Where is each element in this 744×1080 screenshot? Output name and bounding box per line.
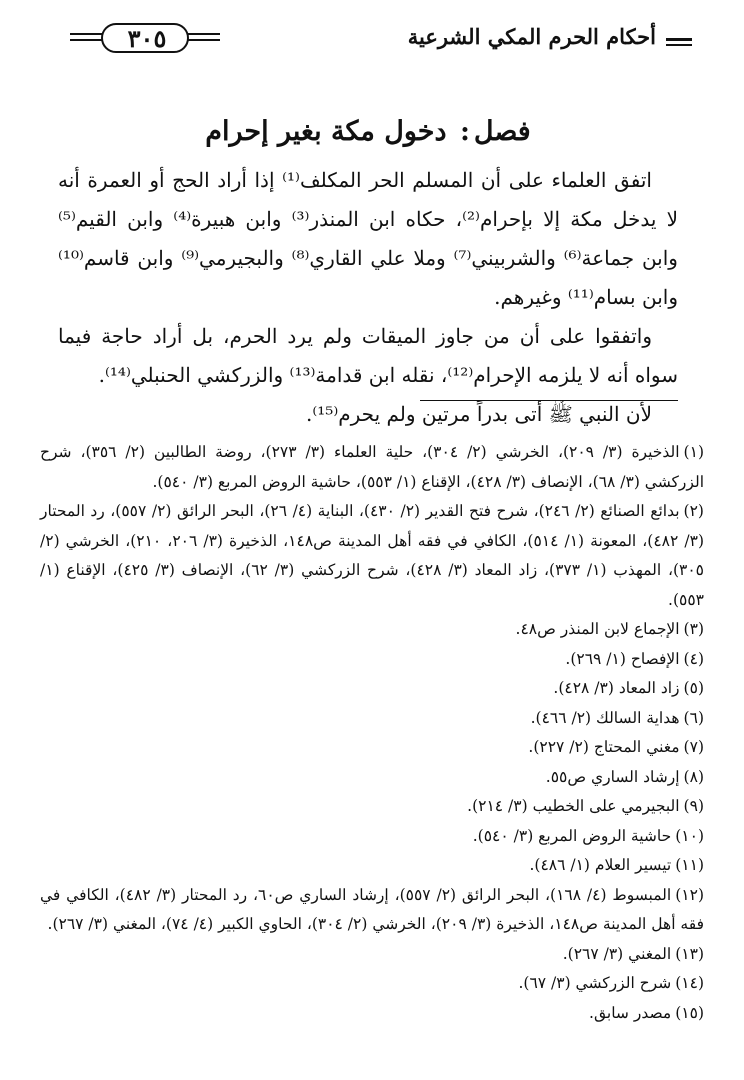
footnotes (40, 438, 704, 1028)
footnote-item (40, 851, 704, 881)
footnote-item (40, 733, 704, 763)
footnote-number: (٥) (683, 679, 704, 697)
footnote-item (40, 645, 704, 675)
footnote-item (40, 615, 704, 645)
title-ornament-line (666, 38, 692, 41)
section-title-text: دخول مكة بغير إحرام (205, 116, 447, 147)
footnote-item (40, 792, 704, 822)
footnote-text: مغني المحتاج (٢/ ٢٢٧). (528, 738, 680, 756)
footnote-text: المغني (٣/ ٢٦٧). (562, 944, 672, 963)
footnote-number: (١٢) (675, 885, 704, 904)
section-title-separator: : (459, 116, 470, 147)
footnote-number: (١٠) (675, 826, 704, 845)
footnote-number: (٦) (683, 708, 704, 727)
footnote-number: (١١) (675, 856, 704, 874)
footnote-item (40, 999, 704, 1029)
footnote-text: شرح الزركشي (٣/ ٦٧). (518, 974, 672, 992)
paragraph-2: واتفقوا على أن من جاوز الميقات ولم يرد الحرم، بل أراد حاجة فيما سواه أنه لا يلزمه الإحرام⁽¹²⁾، نقله ابن قدامة⁽¹³⁾ والزركشي الحنبلي⁽¹⁴⁾. (58, 324, 678, 387)
footnote-text: الذخيرة (٣/ ٢٠٩)، الخرشي (٢/ ٣٠٤)، حلية العلماء (٣/ ٢٧٣)، روضة الطالبين (٢/ ٣٥٦)، شرح الزركشي (٣/ ٦٨)، الإنصاف (٣/ ٤٢٨)، الإقناع (١/ ٥٥٣)، حاشية الروض المربع (٣/ ٥٤٠). (40, 443, 704, 491)
footnote-text: إرشاد الساري ص٥٥. (545, 767, 680, 786)
footnote-text: المبسوط (٤/ ١٦٨)، البحر الرائق (٢/ ٥٥٧)، إرشاد الساري ص٦٠، رد المحتار (٣/ ٤٨٢)، الكافي في فقه أهل المدينة ص١٤٨، الذخيرة (٣/ ٢٠٩)، الخرشي (٢/ ٣٠٤)، الحاوي الكبير (٤/ ٧٤)، المغني (٣/ ٢٦٧). (40, 885, 704, 933)
paragraph-3: لأن النبي ﷺ أتى بدراً مرتين ولم يحرم⁽¹⁵⁾. (306, 402, 652, 426)
footnote-text: زاد المعاد (٣/ ٤٢٨). (553, 679, 680, 697)
footnote-text: حاشية الروض المربع (٣/ ٥٤٠). (472, 826, 672, 845)
section-title (58, 116, 678, 147)
page-number-frame (70, 22, 220, 54)
footnote-separator (420, 400, 678, 401)
section-title-prefix: فصل (473, 116, 531, 147)
footnote-item (40, 969, 704, 999)
footnote-number: (١) (683, 443, 704, 461)
running-title: أحكام الحرم المكي الشرعية (407, 24, 656, 49)
footnote-text: تيسير العلام (١/ ٤٨٦). (529, 856, 672, 874)
footnote-item (40, 438, 704, 497)
page-number: ٣٠٥ (127, 24, 167, 53)
footnote-item (40, 497, 704, 615)
page-header (70, 18, 692, 58)
paragraph-1: اتفق العلماء على أن المسلم الحر المكلف⁽¹⁾ إذا أراد الحج أو العمرة أنه لا يدخل مكة إلا بإحرام⁽²⁾، حكاه ابن المنذر⁽³⁾ وابن هبيرة⁽⁴⁾ وابن القيم⁽⁵⁾ وابن جماعة⁽⁶⁾ والشربيني⁽⁷⁾ وملا علي القاري⁽⁸⁾ والبجيرمي⁽⁹⁾ وابن قاسم⁽¹⁰⁾ وابن بسام⁽¹¹⁾ وغيرهم. (58, 168, 678, 309)
footnote-number: (٨) (683, 767, 704, 786)
footnote-number: (١٣) (675, 944, 704, 963)
footnote-text: هداية السالك (٢/ ٤٦٦). (530, 708, 680, 727)
footnote-number: (٤) (683, 649, 704, 668)
footnote-number: (٢) (683, 502, 704, 520)
footnote-text: البجيرمي على الخطيب (٣/ ٢١٤). (467, 797, 680, 815)
footnote-number: (١٤) (675, 974, 704, 992)
footnote-number: (٧) (683, 738, 704, 756)
footnote-item (40, 881, 704, 940)
title-ornament-line-2 (666, 44, 692, 46)
footnote-number: (٣) (683, 620, 704, 638)
footnote-number: (٩) (683, 797, 704, 815)
footnote-text: الإجماع لابن المنذر ص٤٨. (515, 620, 680, 638)
footnote-item (40, 940, 704, 970)
footnote-number: (١٥) (675, 1003, 704, 1022)
footnote-item (40, 704, 704, 734)
footnote-item (40, 822, 704, 852)
footnote-text: مصدر سابق. (589, 1003, 672, 1022)
footnote-text: الإفصاح (١/ ٢٦٩). (565, 649, 680, 668)
main-text (58, 108, 678, 434)
footnote-item (40, 763, 704, 793)
footnote-item (40, 674, 704, 704)
footnote-text: بدائع الصنائع (٢/ ٢٤٦)، شرح فتح القدير (٢/ ٤٣٠)، البناية (٤/ ٢٦)، البحر الرائق (٢/ ٥٥٧)، رد المحتار (٣/ ٤٨٢)، المعونة (١/ ٥١٤)، الكافي في فقه أهل المدينة ص١٤٨، الذخيرة (٣/ ٢٠٦، ٢١٠)، الخرشي (٢/ ٣٠٥)، المهذب (١/ ٣٧٣)، زاد المعاد (٣/ ٤٢٨)، شرح الزركشي (٣/ ٦٢)، الإنصاف (٣/ ٤٢٥)، الإقناع (١/ ٥٥٣). (40, 502, 704, 609)
